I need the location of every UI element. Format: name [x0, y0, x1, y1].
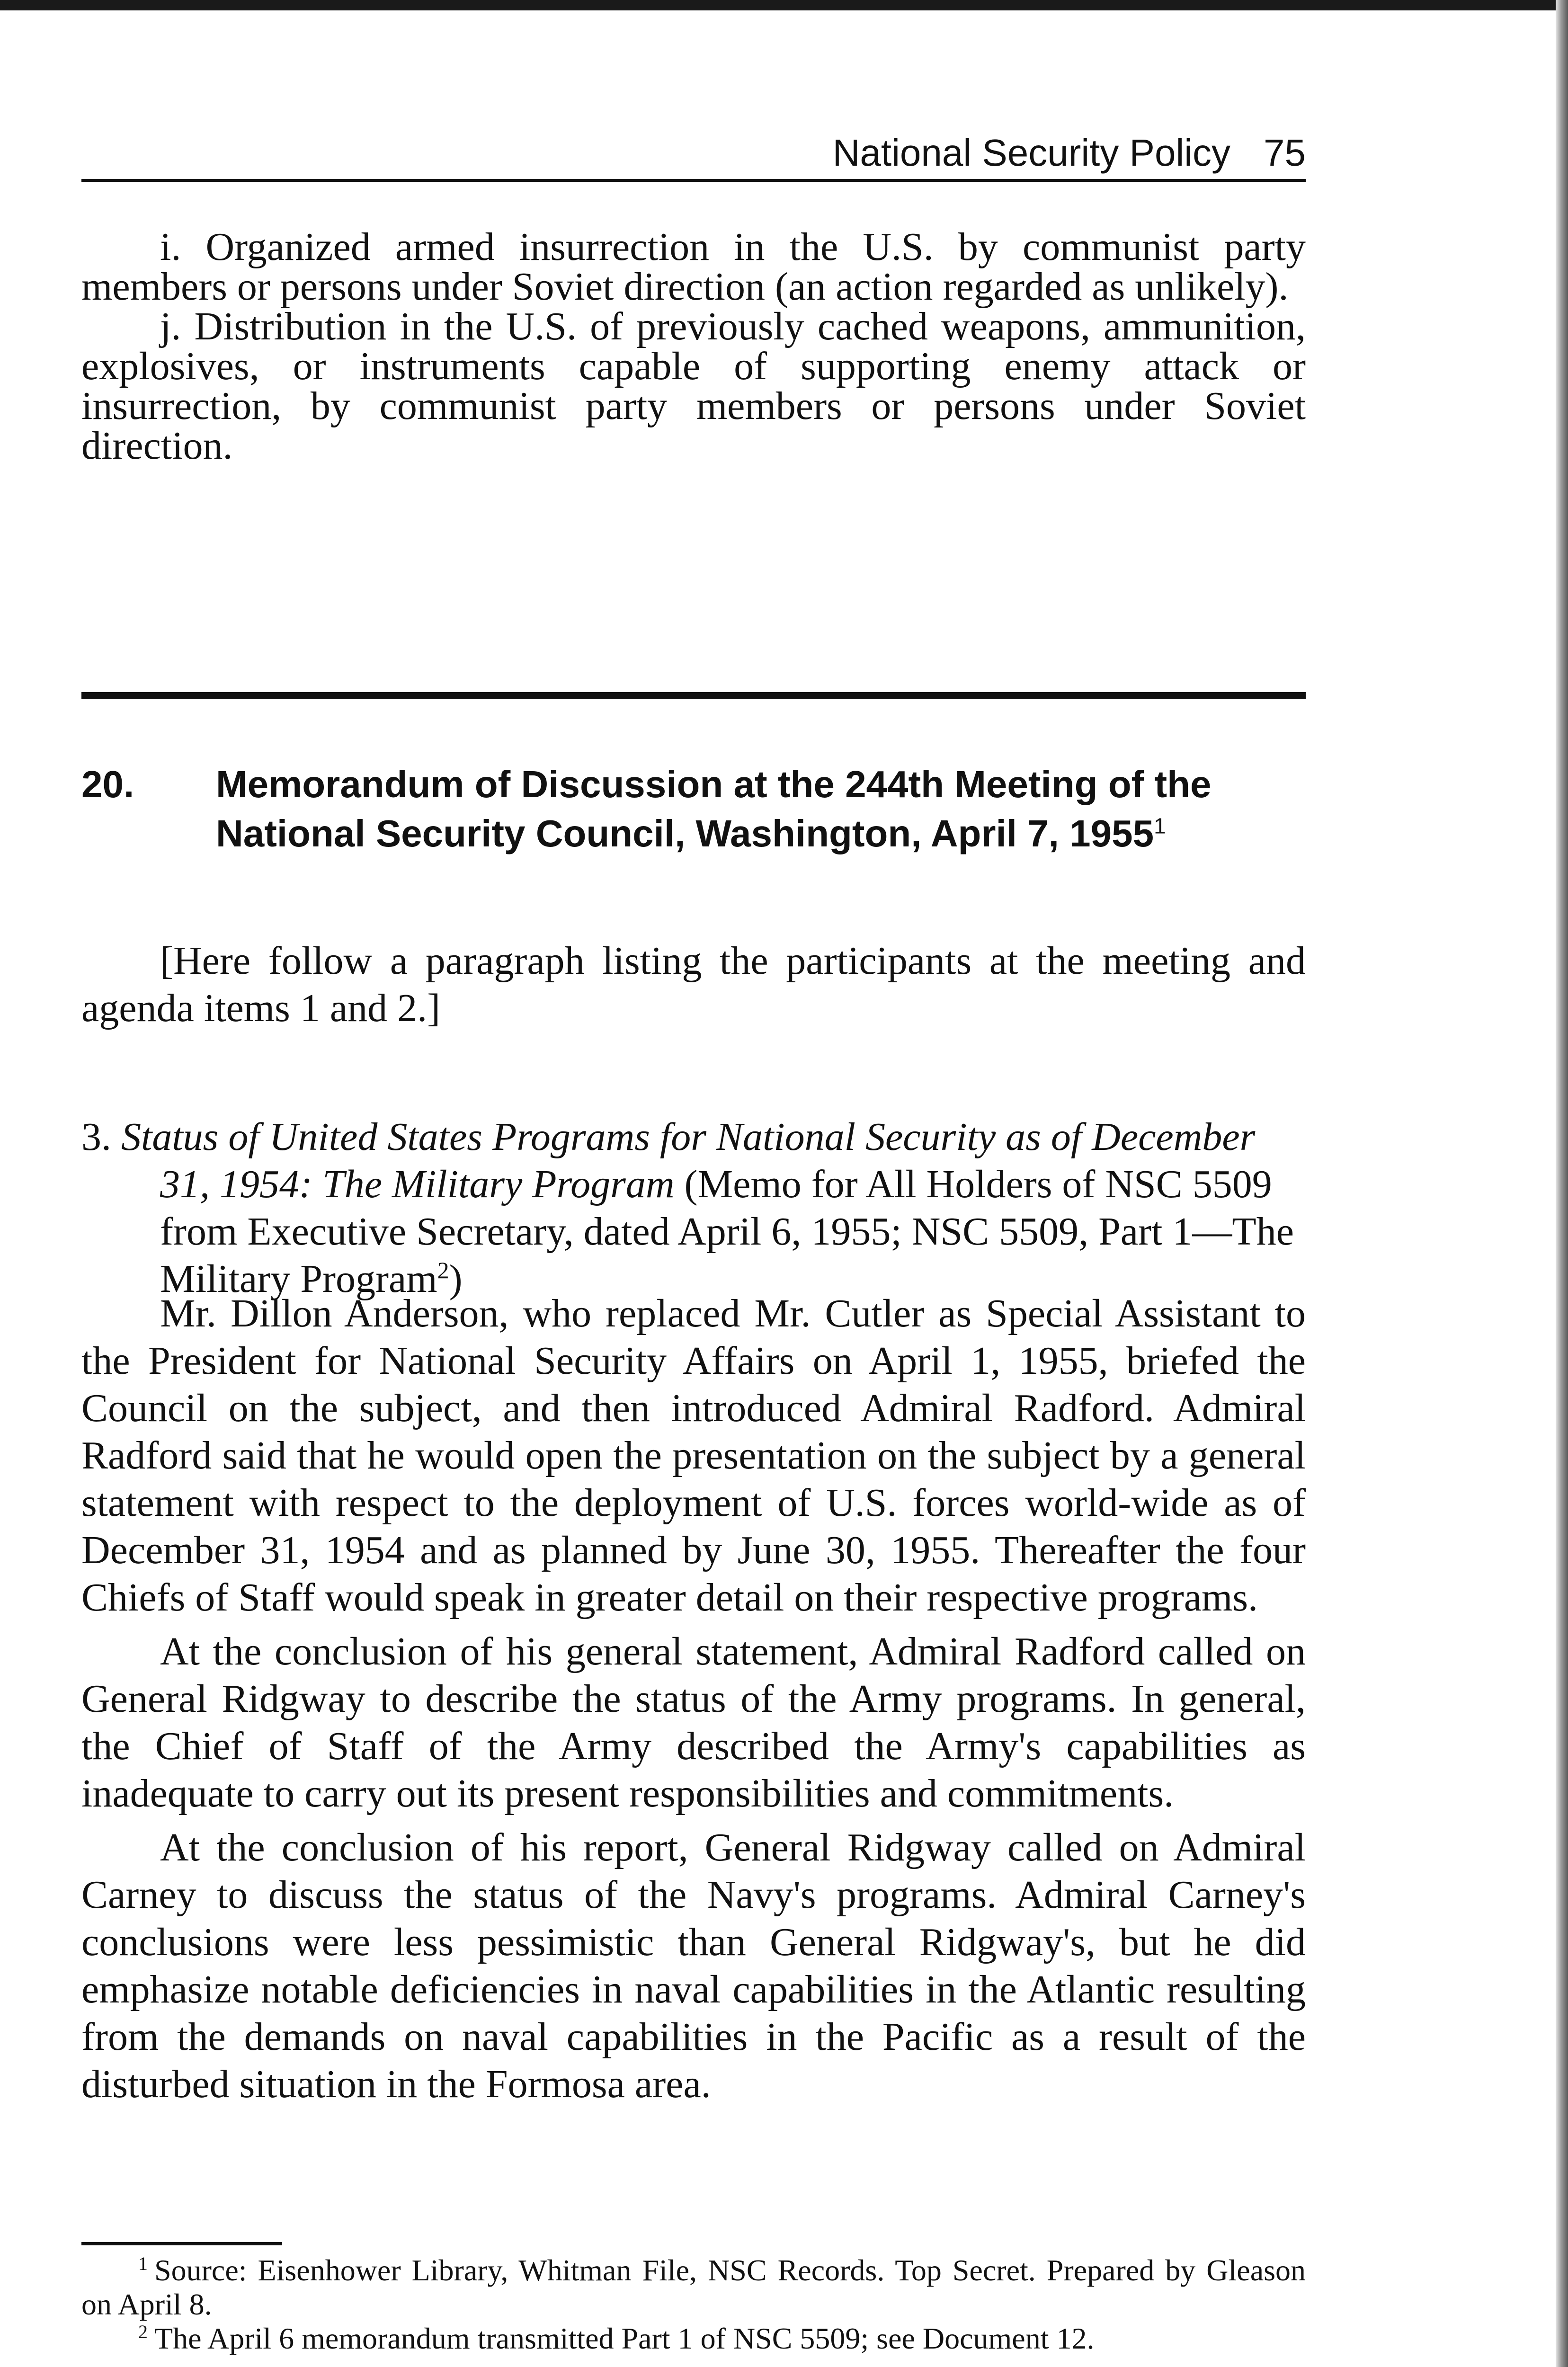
- paragraph: At the conclusion of his report, General Ridgway called on Admiral Carney to discuss the status of the Navy's programs. Admiral Carney's conclusions were less pessimistic than General Ridgway's, but he did emphasize notable deficiencies in naval capabilities in the Atlantic resulting from the demands on naval capabilities in the Pacific as a result of the disturbed situation in the Formosa area.: [81, 1825, 1306, 2106]
- running-title: National Security Policy: [832, 132, 1231, 174]
- agenda-item-label: 3.: [81, 1115, 111, 1159]
- agenda-item-reference: (Memo for All Holders of NSC 5509 from Executive Secretary, dated April 6, 1955; NSC 5509, Part 1—The Military Program: [160, 1162, 1294, 1301]
- document-number: 20.: [81, 763, 134, 805]
- page-number: 75: [1264, 132, 1306, 174]
- list-item-j: j. Distribution in the U.S. of previously cached weapons, ammunition, explosives, or instruments capable of supporting enemy attack or insurrection, by communist party members or persons under Soviet direction.: [81, 304, 1306, 468]
- footnote-text: Source: Eisenhower Library, Whitman File, NSC Records. Top Secret. Prepared by Gleason on April 8.: [81, 2253, 1306, 2321]
- document-title: Memorandum of Discussion at the 244th Meeting of the National Security Council, Washington, April 7, 1955: [216, 763, 1212, 854]
- paragraph: At the conclusion of his general statement, Admiral Radford called on General Ridgway to describe the status of the Army programs. In general, the Chief of Staff of the Army described the Army's capabilities as inadequate to carry out its present responsibilities and commitments.: [81, 1629, 1306, 1815]
- footnote-text: The April 6 memorandum transmitted Part 1 of NSC 5509; see Document 12.: [154, 2322, 1095, 2355]
- footnote-1: [81, 2253, 1306, 2322]
- agenda-item-title: Status of United States Programs for National Security as of December 31, 1954: The Military Program: [121, 1115, 1256, 1206]
- footnotes: [81, 2253, 1306, 2356]
- intro-paragraph: [Here follow a paragraph listing the participants at the meeting and agenda items 1 and 2.]: [81, 939, 1306, 1030]
- list-item-i: i. Organized armed insurrection in the U.S. by communist party members or persons under Soviet direction (an action regarded as unlikely).: [81, 225, 1306, 309]
- footnote-ref-1: 1: [1154, 813, 1166, 838]
- footnote-mark: 2: [138, 2321, 148, 2342]
- document-title-wrap: [216, 760, 1305, 858]
- footnote-rule: [81, 2242, 282, 2245]
- scan-right-edge: [1556, 0, 1568, 2367]
- running-header: [81, 127, 1306, 182]
- agenda-item-3: [81, 1113, 1306, 1303]
- list-continuation: [81, 227, 1306, 466]
- section-divider: [81, 692, 1306, 699]
- paragraph: Mr. Dillon Anderson, who replaced Mr. Cutler as Special Assistant to the President for National Security Affairs on April 1, 1955, briefed the Council on the subject, and then introduced Admiral Radford. Admiral Radford said that he would open the presentation on the subject by a general statement with respect to the deployment of U.S. forces world-wide as of December 31, 1954 and as planned by June 30, 1955. Thereafter the four Chiefs of Staff would speak in greater detail on their respective programs.: [81, 1291, 1306, 1620]
- discussion-body: [81, 1290, 1306, 2115]
- footnote-ref-2: 2: [437, 1257, 449, 1283]
- footnote-2: [81, 2322, 1306, 2356]
- agenda-item-close: ): [449, 1257, 463, 1301]
- document-page: [81, 0, 1306, 2367]
- footnote-mark: 1: [138, 2252, 148, 2274]
- intro-note: [81, 937, 1306, 1032]
